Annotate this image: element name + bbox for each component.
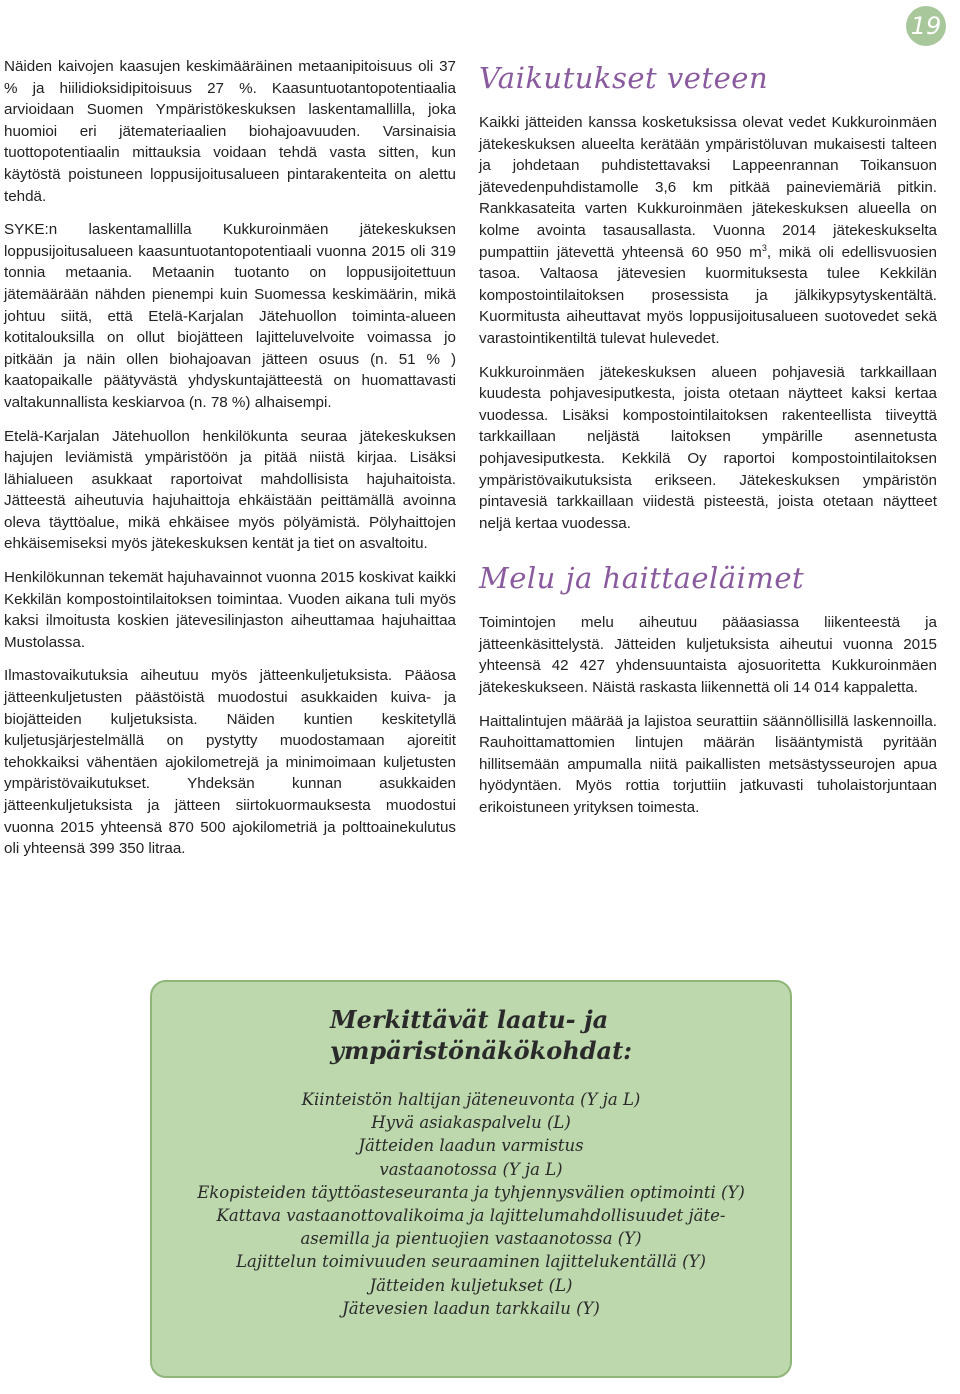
right-column bbox=[479, 60, 937, 831]
page-number: 19 bbox=[910, 12, 942, 40]
heading-water-impacts: Vaikutukset veteen bbox=[479, 61, 769, 95]
list-item: Jätteiden laadun varmistus vastaanotossa (Y ja L) bbox=[358, 1136, 584, 1179]
paragraph-groundwater: Kukkuroinmäen jätekeskuksen alueen pohjavesiä tarkkaillaan kuudesta pohjavesiputkesta, joista otetaan näytteet kaksi kertaa vuodessa. Lisäksi kompostointilaitoksen rakenteellista tiiveyttä tarkkaillaan neljästä laitoksen ympärille asennetusta pohjavesiputkesta. Kekkilä Oy raportoi kompostointilaitoksen ympäristövaikutuksista erikseen. Jätekeskuksen ympäristön pintavesiä tarkkaillaan viidestä pisteestä, joista otetaan näytteet neljä kertaa vuodessa. bbox=[479, 363, 937, 532]
quality-aspects-box bbox=[150, 980, 792, 1378]
paragraph-odour-monitoring: Etelä-Karjalan Jätehuollon henkilökunta seuraa jätekeskuksen hajujen leviämistä ympäristöön ja pitää niistä kirjaa. Lisäksi lähialueen asukkaat raportoivat mahdollisista hajuhaitoista. Jätteestä aiheutuvia hajuhaittoja ehkäistään peittämällä avoinna oleva täyttöalue, mikä ehkäisee myös pölyämistä. Pölyhaittojen ehkäisemiseksi myös jätekeskuksen kentät ja tiet on asvaltoitu. bbox=[4, 427, 456, 553]
paragraph-syke: SYKE:n laskentamallilla Kukkuroinmäen jätekeskuksen loppusijoitusalueen kaasuntuotantopotentiaali vuonna 2015 oli 319 tonnia metaania. Metaanin tuotanto on loppusijoitettuun jätemäärään nähden pienempi kuin Suomessa keskimäärin, mikä johtuu siitä, että Etelä-Karjalan Jätehuollon toiminta-alueen kotitalouksilla on ollut biojätteen lajitteluvelvoite voimassa jo pitkään ja näin ollen biohajoavan jätteen osuus (n. 51 % ) kaatopaikalle päätyvästä yhdyskuntajätteestä on huomattavasti valtakunnallista keskiarvoa (n. 78 %) alhaisempi. bbox=[4, 221, 456, 411]
list-item: Ekopisteiden täyttöasteseuranta ja tyhjennysvälien optimointi (Y) bbox=[197, 1182, 745, 1202]
list-item: Jätevesien laadun tarkkailu (Y) bbox=[342, 1298, 600, 1318]
page-number-badge bbox=[906, 6, 946, 46]
list-item: Kattava vastaanottovalikoima ja lajittelumahdollisuudet jäte- asemilla ja pientuojien vastaanotossa (Y) bbox=[216, 1206, 726, 1249]
paragraph-pest-birds: Haittalintujen määrää ja lajistoa seurattiin säännöllisillä laskennoilla. Rauhoittamattomien lintujen määrän lisääntymistä pyritään hillitsemään ampumalla niitä paikallisten metsästysseurojen apua hyödyntäen. Myös rottia torjuttiin jatkuvasti tuholaistorjuntaan erikoistuneen yrityksen toimesta. bbox=[479, 712, 937, 817]
list-item: Jätteiden kuljetukset (L) bbox=[369, 1275, 573, 1295]
paragraph-wastewater bbox=[479, 112, 937, 350]
box-title: Merkittävät laatu- ja ympäristönäkökohdat: bbox=[330, 1005, 633, 1065]
wastewater-text-2: , mikä oli edellisvuosien tasoa. Valtaosa jätevesien kuormituksesta tulee Kekkilän kompostointilaitoksen prosessista ja jälkikypsytyskentältä. Kuormitusta aiheuttavat myös loppusijoitusalueen suotovedet sekä varastointikentiltä tulevat hulevedet. bbox=[479, 243, 937, 347]
cubic-superscript: 3 bbox=[761, 242, 767, 253]
heading-noise-pests: Melu ja haittaeläimet bbox=[479, 561, 805, 596]
left-column bbox=[4, 56, 456, 872]
paragraph-odour-observations: Henkilökunnan tekemät hajuhavainnot vuonna 2015 koskivat kaikki Kekkilän kompostointilaitoksen toimintaa. Vuoden aikana tuli myös kaksi ilmoitusta koskien jätevesilinjaston aiheuttamaa hajuhaittaa Mustolassa. bbox=[4, 569, 456, 651]
wastewater-text-1: Kaikki jätteiden kanssa kosketuksissa olevat vedet Kukkuroinmäen jätekeskuksen alueelta kerätään ympäristöluvan mukaisesti talteen ja johdetaan puhdistettavaksi Lappeenrannan Toikansuon jätevedenpuhdistamolle 3,6 km pitkää paineviemäriä pitkin. Rankkasateita varten Kukkuroinmäen jätekeskuksen alueella on kolme avointa tasausallasta. Vuonna 2014 jätekeskukselta pumpattiin jätevettä yhteensä 60 950 m bbox=[479, 114, 937, 261]
list-item: Kiinteistön haltijan jäteneuvonta (Y ja L) bbox=[301, 1090, 641, 1109]
aspects-list bbox=[152, 1088, 790, 1320]
list-item: Lajittelun toimivuuden seuraaminen lajittelukentällä (Y) bbox=[236, 1252, 706, 1272]
paragraph-methane: Näiden kaivojen kaasujen keskimääräinen metaanipitoisuus oli 37 % ja hiilidioksidipitoisuus 27 %. Kaasuntuotantopotentiaalia arvioidaan Suomen Ympäristökeskuksen laskentamallilla, joka huomioi eri jätemateriaalien biohajoavuuden. Varsinaisia tuottopotentiaalin mittauksia voidaan tehdä vasta sitten, kun käytöstä poistuneen loppusijoitusalueen pintarakenteita on alettu tehdä. bbox=[4, 58, 456, 205]
paragraph-climate-impacts: Ilmastovaikutuksia aiheutuu myös jätteenkuljetuksista. Pääosa jätteenkuljetusten päästöistä muodostui asukkaiden kuiva- ja biojätteiden kuljetuksista. Näiden kuntien keskitetyllä kuljetusjärjestelmällä on pystytty muodostamaan ajoreitit tehokkaiksi vähentäen ajokilometrejä ja minimoimaan kuljetusten ympäristövaikutukset. Yhdeksän kunnan asukkaiden jätteenkuljetuksista ja jätteen siirtokuormauksesta muodostui vuonna 2015 yhteensä 870 500 ajokilometriä ja polttoainekulutus oli yhteensä 399 350 litraa. bbox=[4, 667, 456, 858]
list-item: Hyvä asiakaspalvelu (L) bbox=[371, 1113, 571, 1133]
paragraph-noise: Toimintojen melu aiheutuu pääasiassa liikenteestä ja jätteenkäsittelystä. Jätteiden kuljetuksista aiheutui vuonna 2015 yhteensä 42 427 yhdensuuntaista ajosuoritetta Kukkuroinmäen jätekeskukseen. Näistä raskasta liikennettä oli 14 014 kappaletta. bbox=[479, 614, 937, 697]
